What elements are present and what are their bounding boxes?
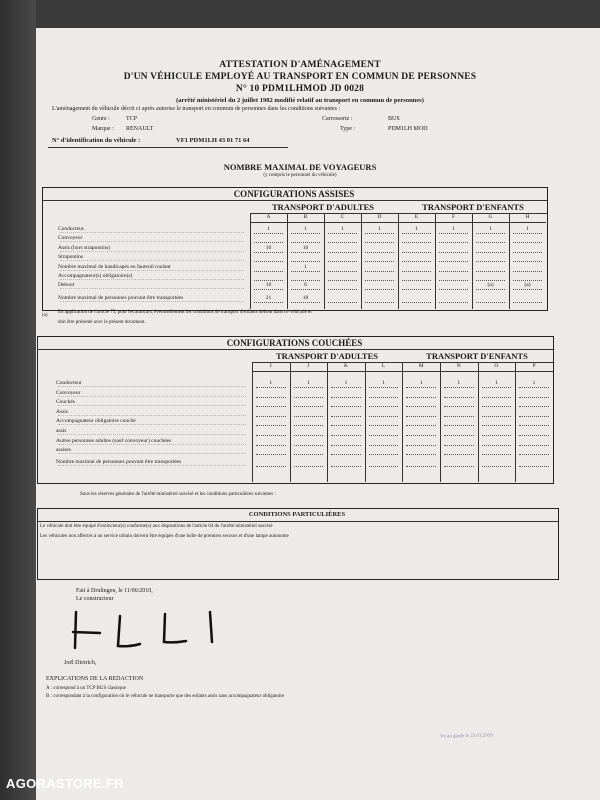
lying-col-header-i: I <box>269 363 272 369</box>
seated-cell-dots <box>328 271 357 272</box>
seated-col-header-a: A <box>266 214 271 220</box>
seated-row-leader <box>60 232 244 233</box>
seated-cell-a: 21 <box>265 294 272 301</box>
lying-cell-dots <box>519 454 549 455</box>
lying-cell-dots <box>444 445 474 446</box>
lying-col-header-m: M <box>418 363 424 369</box>
lying-row-label: Convoyeur <box>56 389 81 396</box>
lying-cell-dots <box>331 445 361 446</box>
seated-cell-h: 1 <box>526 226 529 232</box>
lying-cell-dots <box>519 416 549 417</box>
intro-text: L'aménagement du véhicule décrit ci après autorise le transport en commun de personnes dans les conditions suivantes : <box>52 106 341 112</box>
seated-cell-dots <box>291 252 320 253</box>
seated-cell-dots <box>365 233 394 234</box>
seated-row-leader <box>60 288 244 289</box>
seated-cell-dots <box>476 242 505 243</box>
seated-cell-dots <box>476 271 505 272</box>
seated-cell-dots <box>254 261 283 262</box>
seated-cell-dots <box>365 289 394 290</box>
seated-note-2: doit être présenté avec le présent document. <box>58 320 146 325</box>
received-stamp: Vu au garde le 25.01.2019 <box>439 733 493 740</box>
lying-cell-n: 1 <box>457 380 461 386</box>
seated-row-leader <box>60 260 244 261</box>
seated-cell-dots <box>254 280 283 281</box>
seated-cell-dots <box>439 280 468 281</box>
lying-cell-k: 1 <box>344 380 348 386</box>
seated-cell-dots <box>513 280 542 281</box>
type-value: PDM1LH MOD <box>388 126 428 132</box>
lying-cell-dots <box>519 466 549 467</box>
lying-cell-dots <box>369 425 399 426</box>
seated-title-divider <box>42 200 547 201</box>
seated-cell-dots <box>402 271 431 272</box>
seated-cell-dots <box>402 280 431 281</box>
seated-col-header-e: E <box>414 214 419 220</box>
seated-col-header-g: G <box>488 214 493 220</box>
lying-cell-dots <box>406 397 436 398</box>
lying-cell-dots <box>294 466 324 467</box>
lying-cell-dots <box>406 435 436 436</box>
seated-cell-b: 6 <box>304 282 307 289</box>
conditions-divider <box>37 521 558 522</box>
seated-row-leader <box>60 301 244 302</box>
seated-cell-dots <box>291 280 320 281</box>
seated-cell-dots <box>476 302 505 303</box>
seated-row-label: Conducteur. <box>58 226 85 232</box>
seated-cell-dots <box>328 302 357 303</box>
lying-cell-dots <box>369 406 399 407</box>
lying-row-label: Couchés <box>56 399 75 406</box>
lying-cell-dots <box>256 416 286 417</box>
seated-adults-header: TRANSPORT D'ADULTES <box>272 202 374 212</box>
lying-cell-dots <box>519 445 549 446</box>
seated-cell-a: 1 <box>267 226 270 232</box>
carrosserie-value: BUS <box>388 116 400 122</box>
lying-config-title: CONFIGURATIONS COUCHÉES <box>226 338 363 348</box>
lying-row-leader <box>58 465 246 466</box>
lying-cell-dots <box>369 397 399 398</box>
seated-row-label: Strapontins <box>58 254 84 261</box>
conditions-line-2: Les véhicules non affectés à un service urbain doivent être équipés d'une boîte de premiers secours et d'une lampe autonome <box>40 534 289 539</box>
lying-cell-dots <box>482 454 512 455</box>
seated-cell-dots <box>291 242 320 243</box>
lying-cell-dots <box>406 445 436 446</box>
lying-cell-dots <box>444 435 474 436</box>
lying-adults-header: TRANSPORT D'ADULTES <box>276 351 378 361</box>
seated-cell-dots <box>513 242 542 243</box>
signatory-name: Joël Dietrich, <box>64 660 97 666</box>
seated-cell-dots <box>402 261 431 262</box>
genre-value: TCP <box>126 116 138 122</box>
seated-cell-dots <box>365 280 394 281</box>
seated-cell-dots <box>476 280 505 281</box>
lying-cell-dots <box>482 387 512 388</box>
lying-cell-j: 1 <box>307 380 310 386</box>
lying-cell-dots <box>482 397 512 398</box>
seated-cell-dots <box>365 261 394 262</box>
lying-cell-dots <box>369 466 399 467</box>
seated-row-label: Nombre maximal de handicapés en fauteuil roulant <box>58 263 171 270</box>
seated-cell-dots <box>402 233 431 234</box>
seated-cell-f: 1 <box>452 226 455 232</box>
seated-cell-dots <box>328 289 357 290</box>
title-line-3: N° 10 PDM1LHMOD JD 0028 <box>235 84 365 94</box>
seated-cell-dots <box>402 302 431 303</box>
lying-cell-dots <box>331 406 361 407</box>
seated-col-header-f: F <box>451 214 456 220</box>
seated-cell-g: (a) <box>487 282 494 289</box>
seated-row-leader <box>60 241 244 242</box>
seated-cell-dots <box>439 242 468 243</box>
vin-value: VF1 PDM1LH 43 01 71 64 <box>176 137 250 144</box>
seated-row-label: Convoyeur <box>58 235 83 242</box>
type-label: Type : <box>340 126 356 132</box>
lying-colhead-divider <box>252 371 553 372</box>
lying-cell-dots <box>256 454 286 455</box>
lying-cell-dots <box>519 397 549 398</box>
seated-col-header-h: H <box>525 214 530 220</box>
seated-cell-dots <box>328 280 357 281</box>
seated-note-marker: (a) <box>42 313 48 318</box>
lying-cell-dots <box>331 435 361 436</box>
lying-cell-dots <box>369 454 399 455</box>
lying-cell-dots <box>406 466 436 467</box>
conditions-box <box>37 508 559 580</box>
lying-row-leader <box>58 415 246 416</box>
lying-cell-dots <box>256 387 286 388</box>
seated-colhead-divider <box>250 222 546 223</box>
seated-cell-a: 10 <box>265 282 272 289</box>
seated-cell-dots <box>476 252 505 253</box>
conditions-title: CONDITIONS PARTICULIÈRES <box>248 511 346 518</box>
lying-cell-dots <box>369 435 399 436</box>
genre-label: Genre : <box>92 116 110 122</box>
lying-row-leader <box>58 453 246 454</box>
lying-row-label: Accompagnateur obligatoire couché <box>56 418 136 425</box>
lying-cell-dots <box>294 435 324 436</box>
seated-cell-dots <box>254 271 283 272</box>
lying-cell-m: 1 <box>419 380 423 386</box>
seated-cell-dots <box>254 242 283 243</box>
lying-cell-dots <box>406 416 436 417</box>
lying-row-leader <box>58 444 246 445</box>
lying-row-leader <box>58 386 246 387</box>
explanation-b: B : correspondant à la configuration où le véhicule ne transporte que des enfants assis sans accompagnateur obligatoire <box>46 694 285 699</box>
seated-cell-b: 1 <box>304 226 307 232</box>
seated-cell-dots <box>476 233 505 234</box>
seated-row-leader <box>60 251 244 252</box>
lying-cell-dots <box>444 397 474 398</box>
lying-row-label: assis <box>56 428 67 434</box>
lying-cell-dots <box>444 454 474 455</box>
seated-cell-dots <box>254 233 283 234</box>
seated-cell-a: 10 <box>265 244 272 251</box>
lying-row-label: Conducteur <box>56 380 82 386</box>
lying-title-divider <box>37 349 553 350</box>
lying-cell-dots <box>331 454 361 455</box>
seated-cell-dots <box>402 289 431 290</box>
lying-cell-l: 1 <box>382 380 385 386</box>
lying-cell-dots <box>444 466 474 467</box>
seated-cell-dots <box>513 289 542 290</box>
seated-cell-dots <box>513 261 542 262</box>
seated-cell-dots <box>291 233 320 234</box>
seated-cell-dots <box>291 261 320 262</box>
header-divider <box>48 147 288 148</box>
seated-note: En application de l'article 75, pour les autocars, éventuellement les conditions de transport d'enfants debout dans ce véhicule et <box>58 310 312 315</box>
lying-cell-dots <box>294 416 324 417</box>
seated-cell-b: 1 <box>304 263 307 270</box>
seated-cell-dots <box>328 252 357 253</box>
lying-cell-dots <box>294 425 324 426</box>
seated-cell-dots <box>476 261 505 262</box>
lying-cell-dots <box>369 416 399 417</box>
title-line-2: D'UN VÉHICULE EMPLOYÉ AU TRANSPORT EN COMMUN DE PERSONNES <box>123 72 477 82</box>
seated-cell-dots <box>439 233 468 234</box>
lying-cell-dots <box>256 397 286 398</box>
seated-cell-b: 10 <box>302 244 309 251</box>
lying-cell-dots <box>256 466 286 467</box>
seated-cell-dots <box>402 252 431 253</box>
seated-cell-c: 1 <box>341 226 344 232</box>
lying-cell-dots <box>519 406 549 407</box>
lying-cell-dots <box>331 425 361 426</box>
lying-col-header-p: P <box>532 363 536 369</box>
lying-col-header-k: K <box>343 363 348 369</box>
marque-label: Marque : <box>92 126 114 132</box>
lying-cell-dots <box>331 387 361 388</box>
signature-place-date: Fait à Drulingen, le 11/06/2010, <box>76 588 153 594</box>
seated-cell-d: 1 <box>378 226 381 232</box>
seated-cell-dots <box>513 271 542 272</box>
lying-cell-dots <box>369 387 399 388</box>
seated-cell-dots <box>439 261 468 262</box>
seated-cell-e: 1 <box>415 226 418 232</box>
seated-cell-dots <box>328 242 357 243</box>
lying-row-leader <box>58 434 246 435</box>
lying-row-leader <box>58 424 246 425</box>
lying-cell-dots <box>482 435 512 436</box>
lying-col-header-j: J <box>307 363 310 369</box>
decree-subtitle: (arrêté ministériel du 2 juillet 1982 modifié relatif au transport en commun de personnes) <box>176 97 424 104</box>
signature-role: Le constructeur <box>76 596 114 602</box>
seated-row-leader <box>60 279 244 280</box>
max-subtitle: (y compris le personnel du véhicule) <box>263 173 337 178</box>
seated-cell-dots <box>328 261 357 262</box>
carrosserie-label: Carrosserie : <box>322 116 353 122</box>
vin-label: N° d'identification du véhicule : <box>52 137 141 144</box>
seated-row-label: Debout <box>58 282 75 289</box>
seated-cell-h: (a) <box>524 282 531 289</box>
seated-row-label: Accompagnateur(s) obligatoire(s) <box>58 273 133 279</box>
seated-row-label: Nombre maximal de personnes pouvant être transportées <box>58 294 184 301</box>
seated-children-header: TRANSPORT D'ENFANTS <box>422 202 524 212</box>
handwritten-signature <box>70 608 230 653</box>
lying-row-leader <box>58 396 246 397</box>
lying-row-label: Assis <box>56 408 68 415</box>
lying-cell-o: 1 <box>495 380 498 386</box>
title-line-1: ATTESTATION D'AMÉNAGEMENT <box>219 60 381 70</box>
seated-col-header-b: B <box>303 214 308 220</box>
lying-row-leader <box>58 405 246 406</box>
lying-cell-dots <box>482 466 512 467</box>
lying-row-label: Nombre maximal de personnes pouvant être transportées <box>56 458 182 465</box>
seated-cell-dots <box>513 302 542 303</box>
lying-cell-dots <box>482 406 512 407</box>
seated-cell-dots <box>254 289 283 290</box>
lying-col-header-o: O <box>494 363 499 369</box>
lying-cell-i: 1 <box>269 380 273 386</box>
lying-cell-dots <box>482 416 512 417</box>
seated-cell-dots <box>439 271 468 272</box>
lying-cell-dots <box>519 435 549 436</box>
seated-row-label: Assis (hors strapontins) <box>58 244 110 251</box>
background-shadow <box>0 0 36 800</box>
reserve-text: Sous les réserves générales de l'arrêté ministériel susvisé et les conditions particulières suivantes : <box>80 492 276 497</box>
seated-cell-g: 1 <box>489 226 492 232</box>
lying-cell-dots <box>444 416 474 417</box>
lying-cell-dots <box>444 387 474 388</box>
lying-cell-p: 1 <box>532 380 536 386</box>
lying-cell-dots <box>444 406 474 407</box>
lying-col-header-n: N <box>456 363 461 369</box>
lying-cell-dots <box>519 387 549 388</box>
seated-cell-dots <box>365 242 394 243</box>
lying-cell-dots <box>256 435 286 436</box>
seated-cell-dots <box>254 252 283 253</box>
seated-cell-dots <box>291 302 320 303</box>
seated-cell-dots <box>254 302 283 303</box>
lying-cell-dots <box>482 425 512 426</box>
lying-cell-dots <box>256 406 286 407</box>
agorastore-watermark: AGORASTORE.FR <box>6 776 124 791</box>
lying-cell-dots <box>406 425 436 426</box>
lying-cell-dots <box>294 454 324 455</box>
seated-cell-dots <box>439 289 468 290</box>
lying-cell-dots <box>331 416 361 417</box>
lying-cell-dots <box>294 387 324 388</box>
seated-cell-dots <box>439 252 468 253</box>
lying-cell-dots <box>406 454 436 455</box>
lying-cell-dots <box>256 425 286 426</box>
seated-cell-dots <box>513 252 542 253</box>
lying-cell-dots <box>519 425 549 426</box>
seated-cell-dots <box>476 289 505 290</box>
explanations-title: EXPLICATIONS DE LA REDACTION <box>46 676 144 682</box>
explanation-a: A : correspond à un TCP BUS classique <box>46 686 126 691</box>
marque-value: RENAULT <box>126 126 154 132</box>
seated-row-leader <box>60 270 244 271</box>
lying-row-label: assises <box>56 447 71 454</box>
lying-cell-dots <box>294 397 324 398</box>
seated-cell-dots <box>365 271 394 272</box>
lying-cell-dots <box>331 466 361 467</box>
lying-cell-dots <box>444 425 474 426</box>
lying-cell-dots <box>406 387 436 388</box>
seated-cell-dots <box>328 233 357 234</box>
lying-cell-dots <box>256 445 286 446</box>
seated-config-title: CONFIGURATIONS ASSISES <box>233 189 355 199</box>
seated-cell-dots <box>291 271 320 272</box>
seated-cell-dots <box>365 302 394 303</box>
lying-cell-dots <box>482 445 512 446</box>
seated-cell-dots <box>402 242 431 243</box>
seated-cell-b: 18 <box>302 294 309 301</box>
lying-row-label: Autres personnes adultes (sauf convoyeur) couchées <box>56 437 172 444</box>
conditions-line-1: Le véhicule doit être équipé d'extincteur(s) conforme(s) aux dispositions de l'article 64 de l'arrêté ministériel susvisé <box>40 524 273 529</box>
seated-col-header-d: D <box>377 214 382 220</box>
seated-cell-dots <box>439 302 468 303</box>
seated-col-header-c: C <box>340 214 345 220</box>
lying-cell-dots <box>369 445 399 446</box>
lying-cell-dots <box>294 406 324 407</box>
seated-cell-dots <box>365 252 394 253</box>
lying-col-header-l: L <box>381 363 386 369</box>
lying-children-header: TRANSPORT D'ENFANTS <box>426 351 528 361</box>
lying-cell-dots <box>406 406 436 407</box>
seated-cell-dots <box>513 233 542 234</box>
lying-cell-dots <box>294 445 324 446</box>
seated-cell-dots <box>291 289 320 290</box>
max-title: NOMBRE MAXIMAL DE VOYAGEURS <box>223 162 377 172</box>
lying-cell-dots <box>331 397 361 398</box>
